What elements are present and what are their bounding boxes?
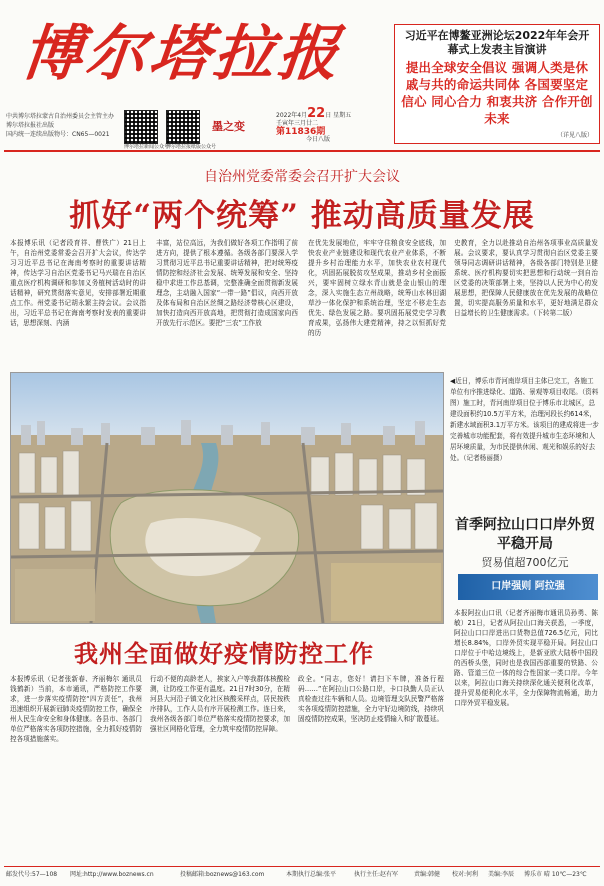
qr-code-icon [166, 110, 200, 144]
side-headline[interactable]: 首季阿拉山口口岸外贸平稳开局 [455, 517, 595, 552]
date-suffix: 日 [325, 112, 332, 119]
lead-headline[interactable]: 抓好“两个统筹” 推动高质量发展 [69, 198, 535, 234]
chief-editor: 本期执行总编:张平 [286, 871, 337, 878]
qr-code-news[interactable] [124, 110, 169, 151]
side-story-body: 本报阿拉山口讯（记者齐丽梅市通讯员孙勇、陈敏）21日，记者从阿拉山口海关获悉，一季度，阿拉山口口岸进出口货物总值726.5亿元，同比增长8.84%，口岸外贸实现平稳开局。阿拉山口口岸位于中哈边境线上，是新亚欧大陆桥中国段的西桥头堡，同时也是我国西部重要的铁路、公路、管道三位一体的综合性国家一类口岸。今年以来，阿拉山口海关持续深化通关便利化改革，提升贸易便利化水平，全力保障物流畅通，助力口岸外贸平稳发展。 [454, 609, 598, 707]
page-editor: 责编:韩健 [414, 871, 441, 878]
qr-code-icon [124, 110, 158, 144]
email-link[interactable]: 投稿邮箱:boznews@163.com [180, 871, 265, 878]
second-column-3: 政全。“同志，您好！请扫下车牌，准备行程码……”在阿拉山口公路口岸，卡口执勤人员正认真检查过往车辆和人员。边境管理支队民警严格落实各项疫情防控措施，全力守好边境防线，持续巩固疫情防控成果，坚决防止疫情输入和扩散蔓延。 [298, 675, 444, 723]
city-aerial-image [11, 373, 443, 623]
qr-code-paper[interactable] [166, 110, 216, 151]
website-link[interactable]: 网址:http://www.boznews.cn [70, 871, 154, 878]
page-reference: （详见八版） [556, 132, 593, 139]
page-footer [4, 866, 600, 883]
publisher-info [6, 112, 124, 139]
lunar-date: 壬寅年三月廿二 [276, 120, 319, 127]
second-headline[interactable]: 我州全面做好疫情防控工作 [74, 639, 374, 668]
date-day: 22 [307, 106, 326, 121]
top-news-box[interactable] [394, 24, 600, 144]
calligraphy-seal: 墨之变 [212, 120, 245, 133]
top-news-highlight: 提出全球安全倡议 强调人类是休戚与共的命运共同体 各国要坚定信心 同心合力 和衷共济 合作开创未来 [401, 60, 593, 126]
newspaper-logo: 博尔塔拉报 [18, 19, 346, 89]
lead-column-2: 丰富，站位高远，为我们做好各项工作指明了前进方向，提供了根本遵循。各级各部门要深入学习贯彻习近平总书记重要讲话精神，把对统筹疫情防控和经济社会发展、统筹发展和安全、坚持稳中求进工作总基调，完整准确全面贯彻新发展理念，主动融入国家“一带一路”倡议，向西开放及体布局和自治区丝绸之路经济带核心区建设，加快打造向西开放高地，把贯彻打造成国家向西开放先行示范区。要把“三农”工作放 [156, 239, 298, 327]
issue-date-block [276, 106, 386, 144]
publisher-line: 博尔塔拉报社出版 [6, 122, 55, 129]
publisher-line: 中共博尔塔拉蒙古自治州委员会主管主办 [6, 113, 115, 120]
publisher-line: 国内统一连续出版物号：CN65—0021 [6, 131, 110, 138]
lead-column-1: 本报博乐讯（记者段育祥、曹铁广）21日上午，自治州党委常委会召开扩大会议，传达学习习近平总书记在海南考察时的重要讲话精神，传达学习自治区党委书记马兴瑞在自治区重点医疗机构调研和参加义务植树活动时的讲话精神，研究贯彻落实意见，安排部署近期重点工作。州党委书记胡永繁主持会议。会议指出，习近平总书记在海南考察时发表的重要讲话，思想深刻、内涵 [10, 239, 146, 327]
duty-director: 执行主任:赵有军 [354, 871, 399, 878]
port-banner: 口岸强则 阿拉强 [458, 574, 598, 600]
designer: 美编:李辰 [488, 871, 515, 878]
qr-caption: 博尔塔拉报纸版公众号 [166, 144, 217, 150]
lead-column-4: 史教育，全力以赴推动自治州各项事业高质量发展。会议要求，要认真学习贯彻自治区党委主要领导同志调研讲话精神，各级各部门特别是卫健系统、医疗机构要切实把思想和行动统一到自治区党委的决策部署上来，坚持以人民为中心的发展思想，把保障人民健康放在优先发展的战略位置，切实提高服务质量和水平，更好地满足群众日益增长的卫生健康需求。（下转第二版） [454, 239, 598, 317]
postal-code: 邮发代号:57—108 [6, 871, 58, 878]
photo-caption: ◀近日，博乐市青河南岸项目主体已完工，各施工单位有序推进绿化、道路、景观等项目收尾。（资料图）施工时，青河南岸项目位于博乐市北城区，总建设面积约10.5万平方米，治理河段长约614米，新建水域面积3.1万平方米。该项目的建成将进一步完善城市功能配套，将有效提升城市生态环境和人居环境质量，为市民提供休闲、观光和娱乐的好去处。（记者杨丽摄） [450, 377, 599, 462]
weather: 博乐市 晴 10℃—23℃ [524, 871, 587, 878]
top-news-title: 习近平在博鳌亚洲论坛2022年年会开幕式上发表主旨演讲 [404, 29, 590, 56]
second-column-2: 行动不便的高龄老人，挨家入户等我群体核酸检测，让防疫工作更有温度。21日7时30分，在精河县大河沿子镇文化社区核酸采样点，居民按秩序排队，工作人员有序开展检测工作。连日来，我州各级各部门单位严格落实疫情防控要求，加强社区网格化管理，全力筑牢疫情防控屏障。 [150, 675, 290, 733]
lead-column-3: 在优先发展地位，牢牢守住粮食安全底线，加快农业产业链建设和现代农业产业体系，不断提升乡村治理能力水平，加快农业农村现代化，巩固拓展脱贫攻坚成果，推动乡村全面振兴，要牢固树立绿水青山就是金山银山的理念，深入实施生态立州战略，统筹山水林田湖草沙一体化保护和系统治理，坚定不移走生态优先、绿色发展之路。要巩固拓展党史学习教育成果，弘扬伟大建党精神，持之以恒抓好党的历 [308, 239, 446, 337]
second-column-1: 本报博乐讯（记者张新春、齐丽梅尔 通讯员钱鹤新）当前，本市通讯，严格防控工作要求，进一步落实疫情防控“四方责任”，我州迅速组织开展新冠肺炎疫情防控工作，确保全州人民生命安全和身体健康。各县市、各部门单位严格落实各项防控措施，全力抓好疫情防控各项措施落实。 [10, 675, 142, 743]
issue-number: 第11836期 [276, 127, 326, 137]
lead-kicker: 自治州党委常委会召开扩大会议 [204, 169, 400, 185]
qr-caption: 博尔塔拉新闻公众号 [124, 144, 170, 150]
date-weekday: 星期五 [333, 112, 352, 119]
aerial-city-photo[interactable] [10, 372, 444, 624]
page-count: 今日八版 [306, 136, 331, 143]
masthead-divider [4, 150, 600, 152]
date-month: 2022年4月 [276, 112, 308, 119]
side-subhead: 贸易值超700亿元 [481, 556, 569, 569]
proofreader: 校对:何利 [452, 871, 479, 878]
